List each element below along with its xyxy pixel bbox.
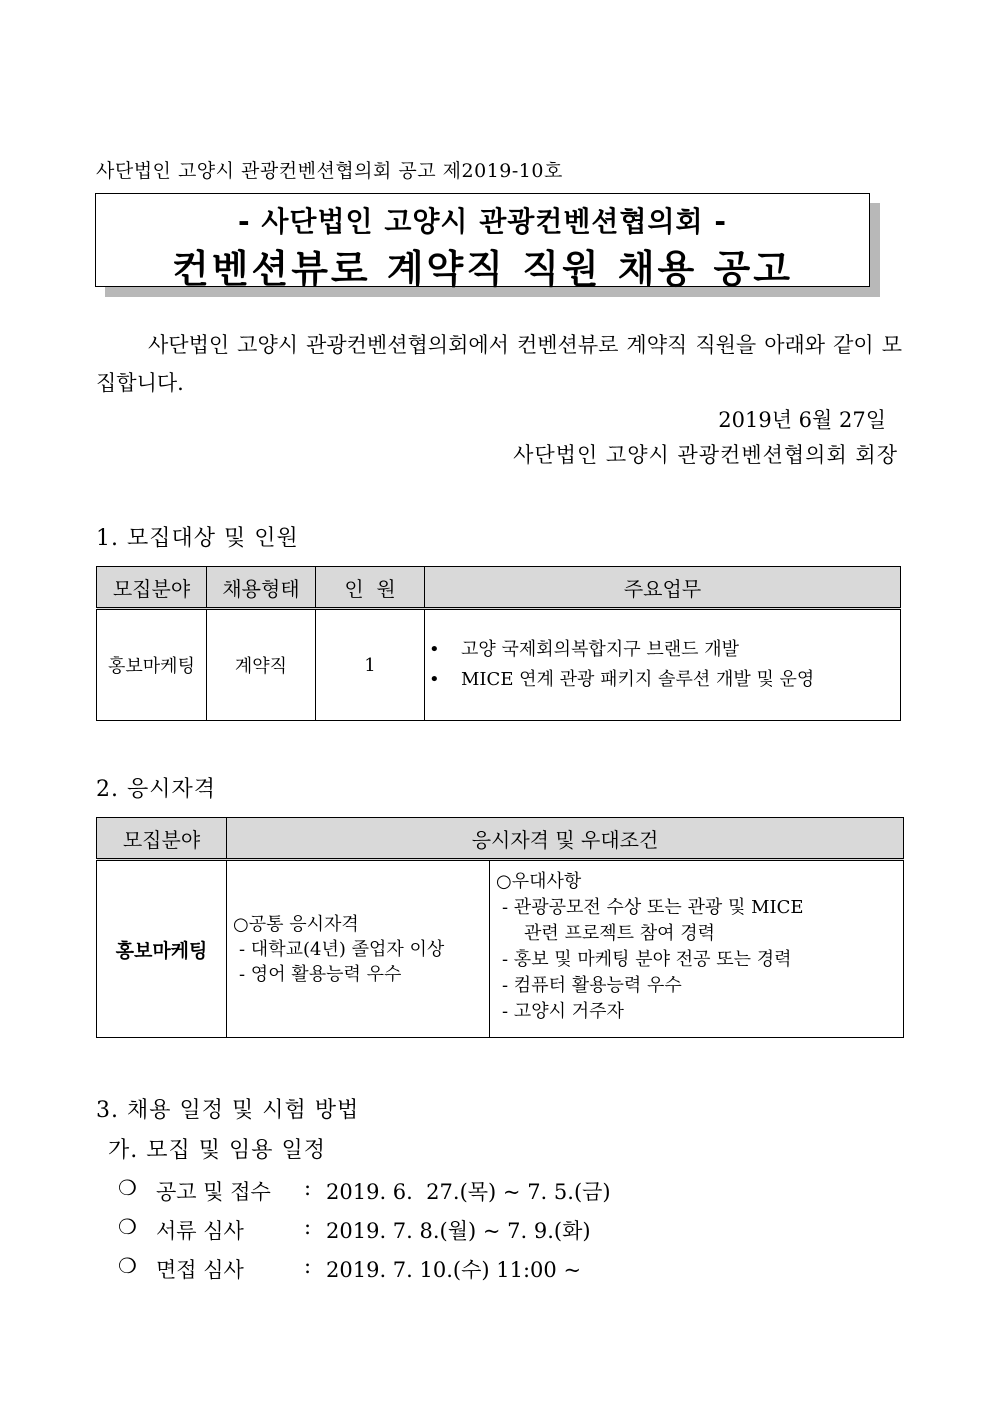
cell-type: 계약직 [207,609,316,721]
table-header-row [97,567,901,609]
bullet-icon: • [429,639,440,660]
list-item: - 영어 활용능력 우수 [239,963,402,985]
duty-item [429,665,900,695]
qualification-table [96,817,904,1038]
header-duties: 주요업무 [425,567,901,609]
list-item: - 홍보 및 마케팅 분야 전공 또는 경력 [502,949,792,970]
bullet-icon: • [429,669,440,690]
list-item: - 대학교(4년) 졸업자 이상 [239,938,445,960]
title-box [95,193,870,291]
list-item: 관련 프로젝트 참여 경력 [524,923,716,944]
header-count: 인 원 [316,567,425,609]
cell-field: 홍보마케팅 [97,860,227,1038]
section3-subheading: 가. 모집 및 임용 일정 [108,1138,326,1163]
list-item: - 컴퓨터 활용능력 우수 [502,975,682,996]
list-item: - 고양시 거주자 [502,1001,624,1022]
header-field: 모집분야 [97,567,207,609]
common-title: ○공통 응시자격 [233,913,359,935]
cell-common-qualifications [227,860,490,1038]
schedule-label: 서류 심사 [156,1219,244,1243]
cell-duties [425,609,901,721]
schedule-colon: : [304,1215,312,1239]
header-type: 채용형태 [207,567,316,609]
duty-text: MICE 연계 관광 패키지 솔루션 개발 및 운영 [461,669,815,690]
circle-icon: ❍ [118,1176,137,1200]
schedule-value: 2019. 6. 27.(목) ~ 7. 5.(금) [326,1180,611,1204]
page-title: 컨벤션뷰로 계약직 직원 채용 공고 [172,247,793,291]
schedule-label: 공고 및 접수 [156,1180,271,1204]
header-qualifications: 응시자격 및 우대조건 [227,818,904,860]
circle-icon: ❍ [118,1215,137,1239]
table-row [97,609,901,721]
cell-preferred [490,860,904,1038]
circle-icon: ❍ [118,1254,137,1278]
preferred-title: ○우대사항 [496,871,582,892]
cell-count: 1 [316,609,425,721]
schedule-value: 2019. 7. 10.(수) 11:00 ~ [326,1258,582,1282]
schedule-colon: : [304,1176,312,1200]
schedule-item [118,1254,581,1284]
section2-heading: 2. 응시자격 [96,777,216,802]
section1-heading: 1. 모집대상 및 인원 [96,526,299,551]
table-header-row [97,818,904,860]
duty-item [429,635,900,665]
schedule-value: 2019. 7. 8.(월) ~ 7. 9.(화) [326,1219,591,1243]
schedule-label: 면접 심사 [156,1258,244,1282]
table-row [97,860,904,1038]
signer: 사단법인 고양시 관광컨벤션협의회 회장 [513,443,898,467]
list-item: - 관광공모전 수상 또는 관광 및 MICE [502,897,804,918]
recruitment-table [96,566,901,721]
intro-text: 사단법인 고양시 관광컨벤션협의회에서 컨벤션뷰로 계약직 직원을 아래와 같이 모집합니다. [96,333,902,395]
schedule-item [118,1215,591,1245]
schedule-colon: : [304,1254,312,1278]
cell-field: 홍보마케팅 [97,609,207,721]
notice-date: 2019년 6월 27일 [718,408,886,432]
intro-paragraph [96,326,902,402]
duty-text: 고양 국제회의복합지구 브랜드 개발 [461,639,739,660]
section3-heading: 3. 채용 일정 및 시험 방법 [96,1098,360,1123]
schedule-item [118,1176,611,1206]
notice-number: 사단법인 고양시 관광컨벤션협의회 공고 제2019-10호 [96,160,563,182]
header-field: 모집분야 [97,818,227,860]
title-organization: - 사단법인 고양시 관광컨벤션협의회 - [238,205,727,238]
